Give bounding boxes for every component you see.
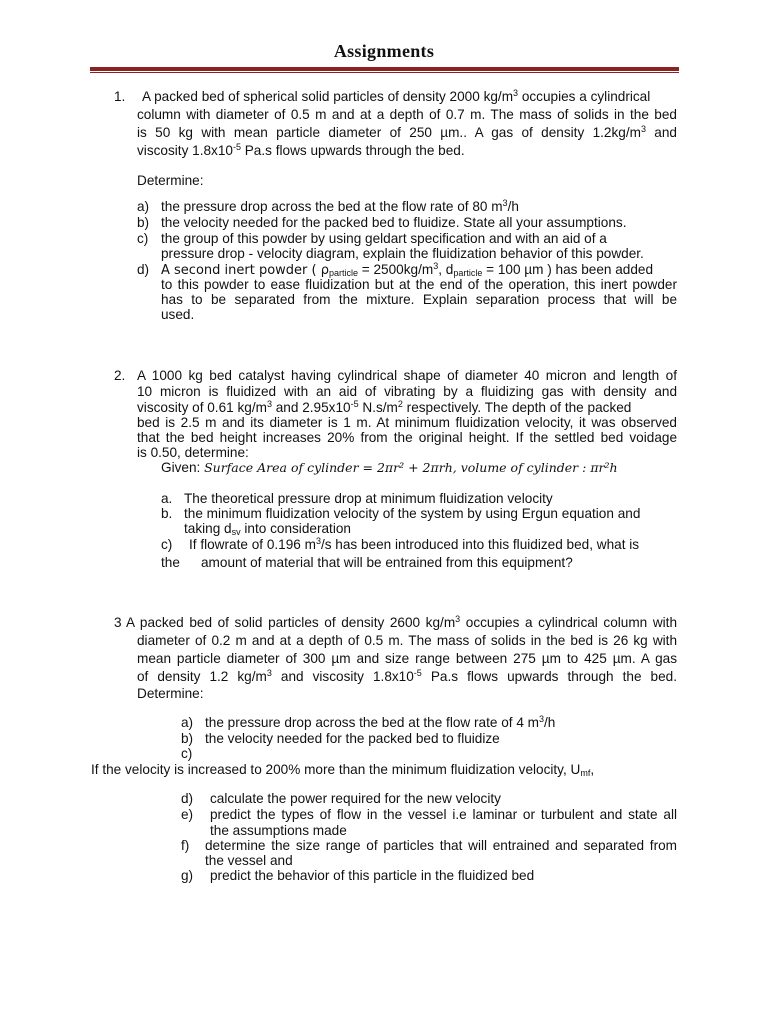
q3-item-b: the velocity needed for the packed bed to fluidize bbox=[205, 731, 500, 746]
q2-line-6: is 0.50, determine: bbox=[137, 445, 249, 460]
question-number: 2. bbox=[114, 368, 126, 383]
q2-line-1: A 1000 kg bed catalyst having cylindrical shape of diameter 40 micron and length of bbox=[137, 368, 677, 383]
q1-item-d-label: d) bbox=[137, 262, 150, 277]
q2-item-c-line-1: If flowrate of 0.196 $m^3/s$ has been introduced into this fluidized bed, what is bbox=[189, 536, 640, 552]
q1-item-b-label: b) bbox=[137, 215, 150, 230]
q1-determine: Determine: bbox=[137, 173, 204, 188]
page-title: Assignments bbox=[333, 41, 435, 61]
q1-item-c-label: c) bbox=[137, 231, 149, 246]
q3-item-e-line-2: the assumptions made bbox=[210, 823, 347, 838]
q1-item-c-line-1: the group of this powder by using geldart specification and with an aid of a bbox=[161, 231, 607, 246]
q2-item-b-line-1: the minimum fluidization velocity of the system by using Ergun equation and bbox=[184, 506, 641, 521]
title-divider bbox=[90, 67, 679, 71]
q1-line-1: A packed bed of spherical solid particles of density 2000 $kg/m^3$ occupies a cylindrical bbox=[142, 88, 651, 104]
q3-item-d-label: d) bbox=[181, 791, 194, 806]
q1-item-d-line-2: to this powder to ease fluidization but at the end of the operation, this inert powder bbox=[161, 277, 677, 292]
q3-item-f-line-2: the vessel and bbox=[205, 853, 293, 868]
q3-item-a: the pressure drop across the bed at the flow rate of 4 $m^3/h$ bbox=[205, 714, 556, 730]
q3-item-g: predict the behavior of this particle in the fluidized bed bbox=[210, 868, 535, 883]
q3-item-b-label: b) bbox=[181, 731, 194, 746]
q2-item-c-the: the bbox=[161, 555, 180, 570]
q2-item-a: The theoretical pressure drop at minimum fluidization velocity bbox=[184, 491, 553, 506]
q3-item-d: calculate the power required for the new velocity bbox=[210, 791, 501, 806]
q3-velocity-note: If the velocity is increased to 200% more than the minimum fluidization velocity, $U_{mf}$, bbox=[91, 762, 595, 778]
q3-item-f-line-1: determine the size range of particles that will entrained and separated from bbox=[205, 838, 677, 853]
q1-item-a-label: a) bbox=[137, 199, 150, 214]
q3-line-3: mean particle diameter of 300 µm and size range between 275 µm to 425 µm. A gas bbox=[137, 651, 677, 666]
q3-line-2: diameter of 0.2 m and at a depth of 0.5 m. The mass of solids in the bed is 26 kg with bbox=[137, 633, 677, 648]
q2-item-c-line-2: amount of material that will be entrained from this equipment? bbox=[201, 555, 573, 570]
q1-line-2: column with diameter of 0.5 m and at a depth of 0.7 m. The mass of solids in the bed bbox=[137, 107, 677, 122]
q1-item-d-line-1: A second inert powder ( $\rho_{particle} = 2500kg/m^3$, $d_{particle} = 100$ µm ) has been added bbox=[161, 261, 654, 278]
q1-item-c-line-2: pressure drop - velocity diagram, explain the fluidization behavior of this powder. bbox=[161, 246, 644, 261]
q2-item-a-label: a. bbox=[161, 491, 173, 506]
q3-determine: Determine: bbox=[137, 686, 204, 701]
q3-item-g-label: g) bbox=[181, 868, 194, 883]
q3-item-a-label: a) bbox=[181, 715, 194, 730]
q1-line-4: viscosity $1.8x10^{-5}$ Pa.s flows upwards through the bed. bbox=[137, 142, 465, 158]
q2-line-4: bed is 2.5 m and its diameter is 1 m. At minimum fluidization velocity, it was observed bbox=[137, 415, 677, 430]
q2-line-2: 10 micron is fluidized with an aid of vibrating by a fluidizing gas with density and bbox=[137, 384, 677, 399]
q1-item-d-line-4: used. bbox=[161, 307, 195, 322]
q3-item-f-label: f) bbox=[181, 838, 190, 853]
q2-item-c-label: c) bbox=[161, 537, 173, 552]
q1-item-b: the velocity needed for the packed bed to fluidize. State all your assumptions. bbox=[161, 215, 627, 230]
q3-line-1: A packed bed of solid particles of density 2600 $kg/m^3$ occupies a cylindrical column with bbox=[126, 614, 677, 630]
q3-item-e-label: e) bbox=[181, 807, 194, 822]
q1-item-a: the pressure drop across the bed at the flow rate of 80 $m^3/h$ bbox=[161, 198, 519, 214]
q3-item-c-label: c) bbox=[181, 746, 193, 761]
q2-item-b-label: b. bbox=[161, 506, 173, 521]
q2-line-5: that the bed height increases 20% from the original height. If the settled bed voidage bbox=[137, 430, 677, 445]
formula: Surface Area of cylinder = 2πr² + 2πrh, volume of cylinder : πr²h bbox=[204, 460, 618, 475]
q2-line-3: viscosity of 0.61 $kg/m^3$ and $2.95x10^{-5}$ $N.s/m^2$ respectively. The depth of the packed bbox=[137, 399, 632, 415]
q2-given: Given: Surface Area of cylinder = 2πr² + 2πrh, volume of cylinder : πr²h bbox=[161, 460, 618, 475]
q2-item-b-line-2: taking $d_{sv}$ into consideration bbox=[184, 521, 351, 537]
q3-item-e-line-1: predict the types of flow in the vessel i.e laminar or turbulent and state all bbox=[210, 807, 677, 822]
title-divider-thin bbox=[90, 72, 679, 73]
q3-line-4: of density 1.2 $kg/m^3$ and viscosity $1.8x10^{-5}$ Pa.s flows upwards through the bed. bbox=[137, 668, 677, 684]
q1-line-3: is 50 kg with mean particle diameter of 250 µm.. A gas of density $1.2kg/m^3$ and bbox=[137, 124, 677, 140]
q1-item-d-line-3: has to be separated from the mixture. Explain separation process that will be bbox=[161, 292, 677, 307]
question-number: 3 bbox=[114, 615, 122, 630]
question-number: 1. bbox=[114, 89, 126, 104]
